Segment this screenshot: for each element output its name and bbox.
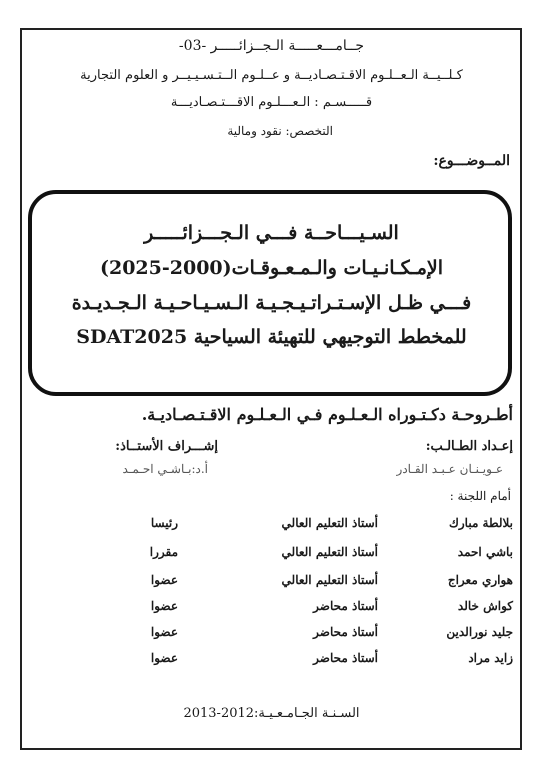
member-name: جليد نورالدين <box>446 625 513 639</box>
member-rank: أستاذ التعليم العالي <box>281 573 378 587</box>
subject-label: المــوضـــوع: <box>433 153 510 169</box>
department-name: قـــــسـم : الـعـــلـوم الاقـــتـصـاديـــة <box>170 95 373 110</box>
member-rank: أستاذ محاضر <box>313 599 378 613</box>
title-line-4: للمخطط التوجيهي للتهيئة السياحية SDAT2025 <box>76 326 467 348</box>
committee-row <box>113 516 513 536</box>
academic-year: السـنـة الجـامـعـيـة:2012-2013 <box>183 706 360 721</box>
title-line-2: الإمـكـانـيـات والـمـعـوقـات(2000-2025) <box>99 257 444 279</box>
committee-row <box>113 651 513 671</box>
specialty: التخصص: نقود ومالية <box>227 124 333 138</box>
university-name: ﺟــﺎﻣـــﻌـــــﺔ ﺍﻟـﺠــﺰﺍﺋـــــﺮ -03- <box>178 38 365 54</box>
title-line-1: السـيـــاحــة فـــي الـجـــزائـــــر <box>144 222 399 244</box>
thesis-type: أطـروحـة دكـتـوراه الـعـلـوم فـي الـعـلـوم الاقـتـصـاديـة. <box>141 405 513 424</box>
prepared-by-label: إعـداد الطـالـب: <box>425 439 513 454</box>
member-role: مقررا <box>149 545 178 559</box>
member-rank: أستاذ التعليم العالي <box>281 516 378 530</box>
member-role: عضوا <box>150 599 178 613</box>
supervisor-label: إشـــراف الأستــاذ: <box>115 439 218 454</box>
member-name: زايد مراد <box>468 651 513 665</box>
committee-row <box>113 573 513 593</box>
title-line-3: فـــي ظـل الإسـتـراتـيـجـيـة الـسـيـاحـيـة الـجـديـدة <box>71 292 472 314</box>
committee-row <box>113 625 513 645</box>
member-name: بلالطة مبارك <box>448 516 513 530</box>
committee-row <box>113 599 513 619</box>
student-name: عـويـنـان عـبـد القـادر <box>396 462 503 476</box>
member-rank: أستاذ محاضر <box>313 625 378 639</box>
supervisor-name: أ.د:بـاشـي احـمـد <box>122 462 208 476</box>
member-role: عضوا <box>150 573 178 587</box>
member-role: رئيسا <box>150 516 178 530</box>
committee-row <box>113 545 513 565</box>
member-name: هواري معراج <box>447 573 513 587</box>
member-role: عضوا <box>150 625 178 639</box>
member-rank: أستاذ محاضر <box>313 651 378 665</box>
member-name: كواش خالد <box>457 599 513 613</box>
member-rank: أستاذ التعليم العالي <box>281 545 378 559</box>
member-name: باشي احمد <box>457 545 513 559</box>
committee-label: أمام اللجنة : <box>449 489 511 503</box>
faculty-name: كـلــيــة الـعــلـوم الاقـتـصـاديــة و عــلـوم الــتـسـيـيــر و العلوم التجارية <box>80 68 463 83</box>
member-role: عضوا <box>150 651 178 665</box>
